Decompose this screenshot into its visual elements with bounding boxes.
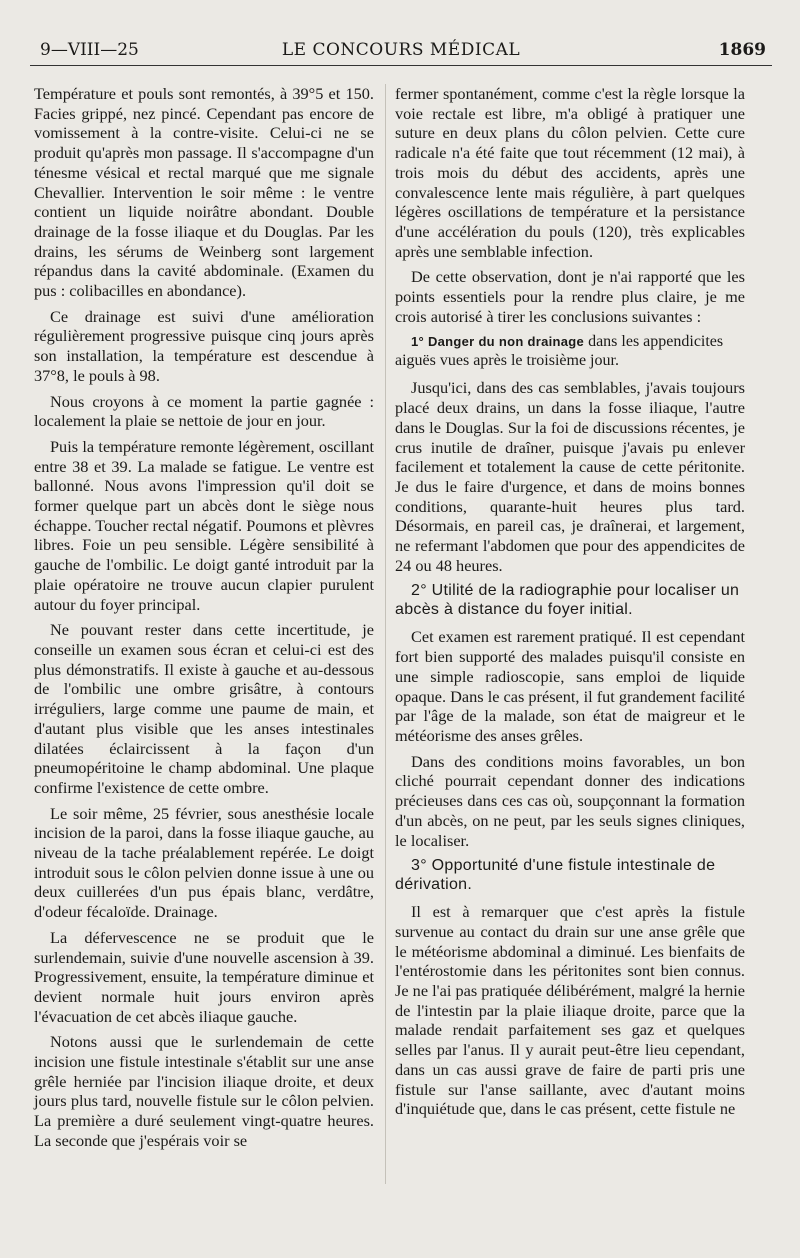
issue-number: 9—VIII—25 [40, 40, 139, 60]
section-heading-1 [395, 332, 745, 370]
paragraph: Nous croyons à ce moment la partie gagnée : localement la plaie se nettoie de jour en jour. [34, 391, 374, 431]
section-heading-3: 3° Opportunité d'une fistule intestinale de dérivation. [395, 857, 716, 894]
section-heading-2: 2° Utilité de la radiographie pour localiser un abcès à distance du foyer initial. [395, 582, 740, 619]
section-heading-1-title: 1° Danger du non drainage [411, 334, 585, 350]
right-column [395, 84, 745, 1125]
left-column [34, 84, 374, 1157]
paragraph: Notons aussi que le surlendemain de cette incision une fistule intestinale s'établit sur une anse grêle herniée par l'incision iliaque droite, et deux jours plus tard, nouvelle fistule sur le côlon pelvien. La première a duré seulement vingt-quatre heures. La seconde que j'espérais voir se [34, 1032, 374, 1150]
journal-title: LE CONCOURS MÉDICAL [281, 40, 521, 60]
paragraph: Température et pouls sont remontés, à 39°5 et 150. Facies grippé, nez pincé. Cependant pas encore de vomissement à la contre-visite. Celui-ci ne se produit qu'après mon passage. Il s'accompagne d'un ténesme vésical et rectal marqué que me signale Chevallier. Intervention le soir même : le ventre contient un liquide noirâtre abondant. Double drainage de la fosse iliaque et du Douglas. Par les drains, les sérums de Weinberg sont largement répandus dans la cavité abdominale. (Examen du pus : colibacilles en abondance). [34, 84, 374, 301]
column-divider [385, 84, 386, 1184]
section-heading-1-text: dans les appendicites aiguës vues après le troisième jour. [395, 333, 724, 370]
paragraph: Puis la température remonte légèrement, oscillant entre 38 et 39. La malade se fatigue. Le ventre est ballonné. Nous avons l'impression qu'il doit se former quelque part un abcès dont le siège nous échappe. Toucher rectal négatif. Poumons et plèvres libres. Foie un peu sensible. Légère sensibilité à gauche de l'ombilic. Le doigt ganté introduit par la plaie opératoire ne trouve aucun clapier purulent autour du foyer principal. [34, 436, 374, 614]
paragraph: Jusqu'ici, dans des cas semblables, j'avais toujours placé deux drains, un dans la fosse iliaque, l'autre dans le Douglas. Sur la foi de discussions récentes, je crus inutile de draîner, puisque j'avais pu enlever facilement et totalement la cause de cette péritonite. Je dus le faire d'urgence, et dans de moins bonnes conditions, quarante-huit heures plus tard. Désormais, en pareil cas, je draînerai, et largement, ne refermant l'abdomen que pour des appendicites de 24 ou 48 heures. [395, 378, 745, 575]
paragraph: Ce drainage est suivi d'une amélioration régulièrement progressive puisque cinq jours après son installation, la température est descendue à 37°8, le pouls à 98. [34, 306, 374, 385]
header-rule [30, 65, 772, 66]
paragraph: Il est à remarquer que c'est après la fistule survenue au contact du drain sur une anse grêle que le météorisme abdominal a diminué. Les bienfaits de l'entérostomie dans les péritonites sont bien connus. Je ne l'ai pas pratiquée délibérément, malgré la hernie de l'intestin par la plaie iliaque droite, parce que la malade rendait parfaitement ses gaz et quelques selles par l'anus. Il y aurait peut-être lieu cependant, dans un cas aussi grave de faire de parti pris une fistule sur l'anse saillante, avec d'autant moins d'inquiétude que, dans le cas présent, cette fistule ne [395, 902, 745, 1119]
paragraph: Cet examen est rarement pratiqué. Il est cependant fort bien supporté des malades puisqu'il consiste en une simple radioscopie, sans emploi de liquide opaque. Dans le cas présent, il fut grandement facilité par l'âge de la malade, son état de maigreur et le météorisme des anses grêles. [395, 627, 745, 745]
paragraph: La défervescence ne se produit que le surlendemain, suivie d'une nouvelle ascension à 39. Progressivement, ensuite, la température diminue et devient normale huit jours environ après l'évacuation de cet abcès iliaque gauche. [34, 927, 374, 1026]
page-number: 1869 [718, 40, 766, 60]
paragraph: fermer spontanément, comme c'est la règle lorsque la voie rectale est libre, m'a obligé à pratiquer une suture en deux plans du côlon pelvien. Cette cure radicale n'a été faite que tout récemment (12 mai), à trois mois du début des accidents, après une convalescence lente mais régulière, à part quelques légères oscillations de température et la persistance d'une accélération du pouls (120), très explicables après une semblable infection. [395, 84, 745, 261]
paragraph: Dans des conditions moins favorables, un bon cliché pourrait cependant donner des indications précieuses dans ces cas où, soupçonnant la formation d'un abcès, on ne peut, par les seuls signes cliniques, le localiser. [395, 751, 745, 850]
paragraph: Le soir même, 25 février, sous anesthésie locale incision de la paroi, dans la fosse iliaque gauche, au niveau de la tache préalablement repérée. Le doigt introduit sous le côlon pelvien donne issue à une ou deux cuillerées d'un pus épais blanc, verdâtre, d'odeur fécaloïde. Drainage. [34, 803, 374, 922]
paragraph: Ne pouvant rester dans cette incertitude, je conseille un examen sous écran et celui-ci est des plus démonstratifs. Il existe à gauche et au-dessous de l'ombilic une ombre grisâtre, à contours irréguliers, large comme une paume de main, et d'autant plus visible que les anses intestinales dilatées éclaircissent à la façon d'un pneumopéritoine le champ abdominal. Une plaque confirme l'existence de cette ombre. [34, 620, 374, 797]
paragraph: De cette observation, dont je n'ai rapporté que les points essentiels pour la rendre plus claire, je me crois autorisé à tirer les conclusions suivantes : [395, 267, 745, 326]
page-header [30, 36, 772, 66]
